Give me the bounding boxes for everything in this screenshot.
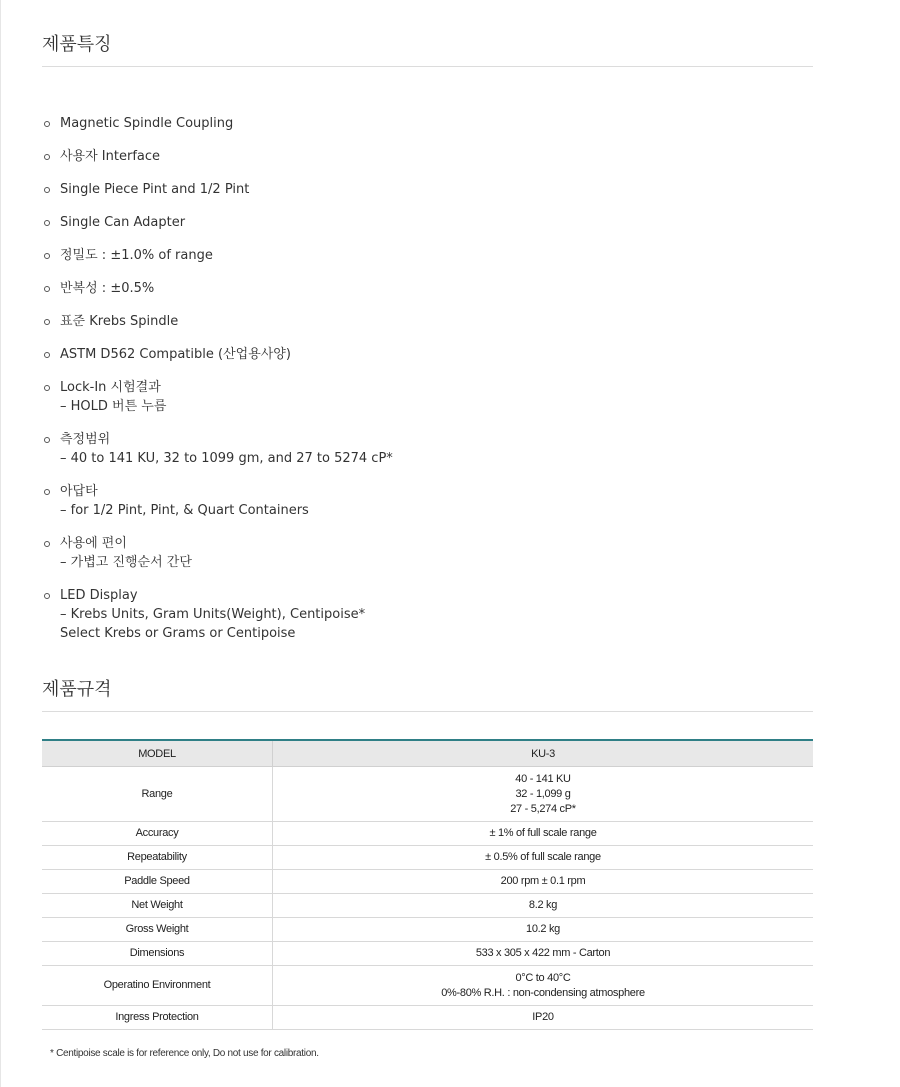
- feature-item: [42, 279, 154, 298]
- feature-item: [42, 114, 233, 133]
- feature-item: [42, 482, 309, 520]
- spec-value-line: 40 - 141 KU: [515, 772, 571, 785]
- feature-text: LED Display: [60, 588, 138, 603]
- spec-value-line: 32 - 1,099 g: [515, 787, 571, 800]
- feature-subtext: Select Krebs or Grams or Centipoise: [60, 626, 296, 641]
- feature-text: ASTM D562 Compatible (산업용사양): [60, 347, 291, 362]
- feature-subtext: – HOLD 버튼 누름: [60, 399, 167, 414]
- table-row: [42, 942, 813, 966]
- feature-text: 반복성 : ±0.5%: [60, 281, 155, 296]
- features-title: 제품특징: [42, 33, 813, 67]
- spec-value-line: 0°C to 40°C: [515, 971, 571, 984]
- bullet-icon: [44, 385, 50, 391]
- bullet-icon: [44, 319, 50, 325]
- spec-table-header-row: [42, 740, 813, 767]
- spec-value-line: 0%-80% R.H. : non-condensing atmosphere: [441, 986, 645, 999]
- spec-value-line: 8.2 kg: [528, 899, 558, 911]
- spec-label: Ingress Protection: [42, 1006, 273, 1030]
- bullet-icon: [44, 286, 50, 292]
- spec-value: [273, 966, 814, 1006]
- feature-text: 표준 Krebs Spindle: [60, 314, 179, 329]
- feature-text: Single Piece Pint and 1/2 Pint: [60, 182, 250, 197]
- spec-value-line: ± 0.5% of full scale range: [485, 851, 601, 863]
- left-border: [0, 0, 1, 1087]
- feature-item: [42, 430, 393, 468]
- spec-value-line: IP20: [532, 1011, 554, 1023]
- spec-value-line: 10.2 kg: [526, 923, 560, 935]
- table-row: [42, 870, 813, 894]
- spec-label: Accuracy: [42, 822, 273, 846]
- bullet-icon: [44, 154, 50, 160]
- spec-value-line: ± 1% of full scale range: [489, 827, 597, 839]
- spec-value: [273, 942, 814, 966]
- spec-header-model: MODEL: [42, 740, 273, 767]
- feature-item: [42, 246, 213, 265]
- spec-value: [273, 846, 814, 870]
- spec-label: Dimensions: [42, 942, 273, 966]
- feature-text: 사용자 Interface: [60, 149, 161, 164]
- table-row: [42, 1006, 813, 1030]
- feature-item: [42, 213, 185, 232]
- spec-header-value: KU-3: [273, 740, 814, 767]
- spec-label: Range: [42, 767, 273, 822]
- bullet-icon: [44, 253, 50, 259]
- spec-value: [273, 894, 814, 918]
- feature-item: [42, 345, 291, 364]
- feature-subtext: – Krebs Units, Gram Units(Weight), Centipoise*: [60, 607, 366, 622]
- spec-value: [273, 918, 814, 942]
- bullet-icon: [44, 352, 50, 358]
- spec-label: Operatino Environment: [42, 966, 273, 1006]
- feature-item: [42, 534, 192, 572]
- feature-text: 아답타: [60, 484, 98, 499]
- spec-table-body: [42, 767, 813, 1030]
- feature-subtext: – 40 to 141 KU, 32 to 1099 gm, and 27 to 5274 cP*: [60, 451, 393, 466]
- bullet-icon: [44, 187, 50, 193]
- bullet-icon: [44, 220, 50, 226]
- spec-label: Gross Weight: [42, 918, 273, 942]
- specs-section: [42, 678, 813, 1023]
- bullet-icon: [44, 541, 50, 547]
- feature-subtext: – for 1/2 Pint, Pint, & Quart Containers: [60, 503, 309, 518]
- feature-text: Single Can Adapter: [60, 215, 186, 230]
- spec-label: Repeatability: [42, 846, 273, 870]
- spec-value: [273, 1006, 814, 1030]
- bullet-icon: [44, 489, 50, 495]
- spec-footnote: * Centipoise scale is for reference only, Do not use for calibration.: [50, 1048, 319, 1059]
- feature-text: 측정범위: [60, 432, 111, 447]
- bullet-icon: [44, 121, 50, 127]
- bullet-icon: [44, 593, 50, 599]
- bullet-icon: [44, 437, 50, 443]
- table-row: [42, 767, 813, 822]
- feature-text: 사용에 편이: [60, 536, 127, 551]
- table-row: [42, 822, 813, 846]
- feature-text: 정밀도 : ±1.0% of range: [60, 248, 213, 263]
- spec-value-line: 533 x 305 x 422 mm - Carton: [475, 947, 611, 959]
- spec-table: [42, 739, 813, 1030]
- feature-text: Lock-In 시험결과: [60, 380, 161, 395]
- spec-label: Paddle Speed: [42, 870, 273, 894]
- spec-label: Net Weight: [42, 894, 273, 918]
- feature-item: [42, 378, 166, 416]
- spec-value: [273, 822, 814, 846]
- spec-value: [273, 767, 814, 822]
- feature-item: [42, 180, 249, 199]
- table-row: [42, 966, 813, 1006]
- feature-item: [42, 312, 178, 331]
- feature-item: [42, 586, 365, 643]
- table-row: [42, 894, 813, 918]
- features-section: [42, 33, 813, 641]
- spec-value: [273, 870, 814, 894]
- table-row: [42, 918, 813, 942]
- feature-text: Magnetic Spindle Coupling: [60, 116, 234, 131]
- spec-value-line: 27 - 5,274 cP*: [510, 802, 576, 815]
- feature-item: [42, 147, 160, 166]
- table-row: [42, 846, 813, 870]
- specs-title: 제품규격: [42, 678, 813, 712]
- spec-value-line: 200 rpm ± 0.1 rpm: [500, 875, 586, 887]
- feature-subtext: – 가볍고 진행순서 간단: [60, 555, 192, 570]
